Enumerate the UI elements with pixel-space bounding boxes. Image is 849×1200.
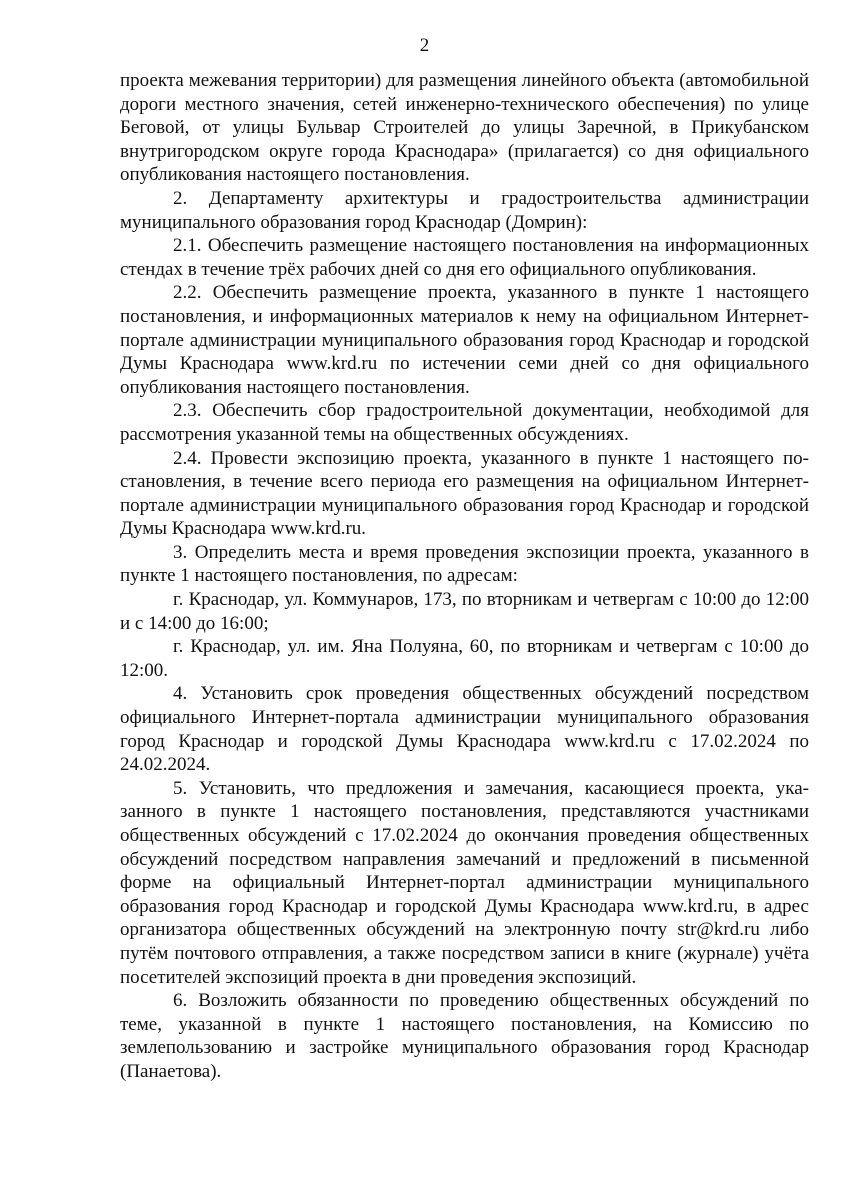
paragraph-item-4: 4. Установить срок проведения общественных обсуждений посредством официального Интернет-портала администрации муниципального образования город Краснодар и городской Думы Краснодара www.krd.ru с 17.02.2024 по 24.02.2024. (120, 683, 809, 776)
paragraph-item-5: 5. Установить, что предложения и замечания, касающиеся проекта, указанного в пункте 1 настоящего постановления, представляются участниками общественных обсуждений с 17.02.2024 до окончания проведения общественных обсуждений посредством направления замечаний и предложений в письменной форме на официальный Интернет-портал администрации муниципального образования город Краснодар и городской Думы Краснодара www.krd.ru, в адрес организатора общественных обсуждений на электронную почту str@krd.ru либо путём почтового отправления, а также посредством записи в книге (журнале) учёта посетителей экспозиций проекта в дни проведения экспозиций. (120, 777, 809, 988)
page-number: 2 (419, 35, 430, 56)
paragraph-item-2: 2. Департаменту архитектуры и градостроительства администрации муниципального образования город Краснодар (Домрин): (120, 187, 809, 233)
paragraph-item-3: 3. Определить места и время проведения экспозиции проекта, указанного в пункте 1 настоящего постановления, по адресам: (120, 541, 809, 587)
paragraph-item-2-2: 2.2. Обеспечить размещение проекта, указанного в пункте 1 настоящего постановления, и информационных материалов к нему на официальном Интернет-портале администрации муниципального образования город Краснодар и городской Думы Краснодара www.krd.ru по истечении семи дней со дня официального опубликования настоящего постановления. (120, 282, 809, 398)
paragraph-item-2-1: 2.1. Обеспечить размещение настоящего постановления на информационных стендах в течение трёх рабочих дней со дня его официального опубликования. (120, 235, 809, 280)
paragraph-item-2-4: 2.4. Провести экспозицию проекта, указанного в пункте 1 настоящего постановления, в течение всего периода его размещения на официальном Интернет-портале администрации муниципального образования город Краснодар и городской Думы Краснодара www.krd.ru. (120, 447, 809, 540)
paragraph-item-2-3: 2.3. Обеспечить сбор градостроительной документации, необходимой для рассмотрения указанной темы на общественных обсуждениях. (120, 400, 809, 445)
paragraph-continuation: проекта межевания территории) для размещения линейного объекта (автомобильной дороги местного значения, сетей инженерно-технического обеспечения) по улице Беговой, от улицы Бульвар Строителей до улицы Заречной, в Прикубанском внутригородском округе города Краснодара» (прилагается) со дня официального опубликования настоящего постановления. (120, 70, 809, 186)
paragraph-address-1: г. Краснодар, ул. Коммунаров, 173, по вторникам и четвергам с 10:00 до 12:00 и с 14:00 до 16:00; (120, 589, 809, 634)
paragraph-item-6: 6. Возложить обязанности по проведению общественных обсуждений по теме, указанной в пункте 1 настоящего постановления, на Комиссию по землепользованию и застройке муниципального образования город Краснодар (Панаетова). (120, 990, 809, 1082)
document-body (120, 69, 809, 1084)
paragraph-address-2: г. Краснодар, ул. им. Яна Полуяна, 60, по вторникам и четвергам с 10:00 до 12:00. (120, 636, 809, 681)
